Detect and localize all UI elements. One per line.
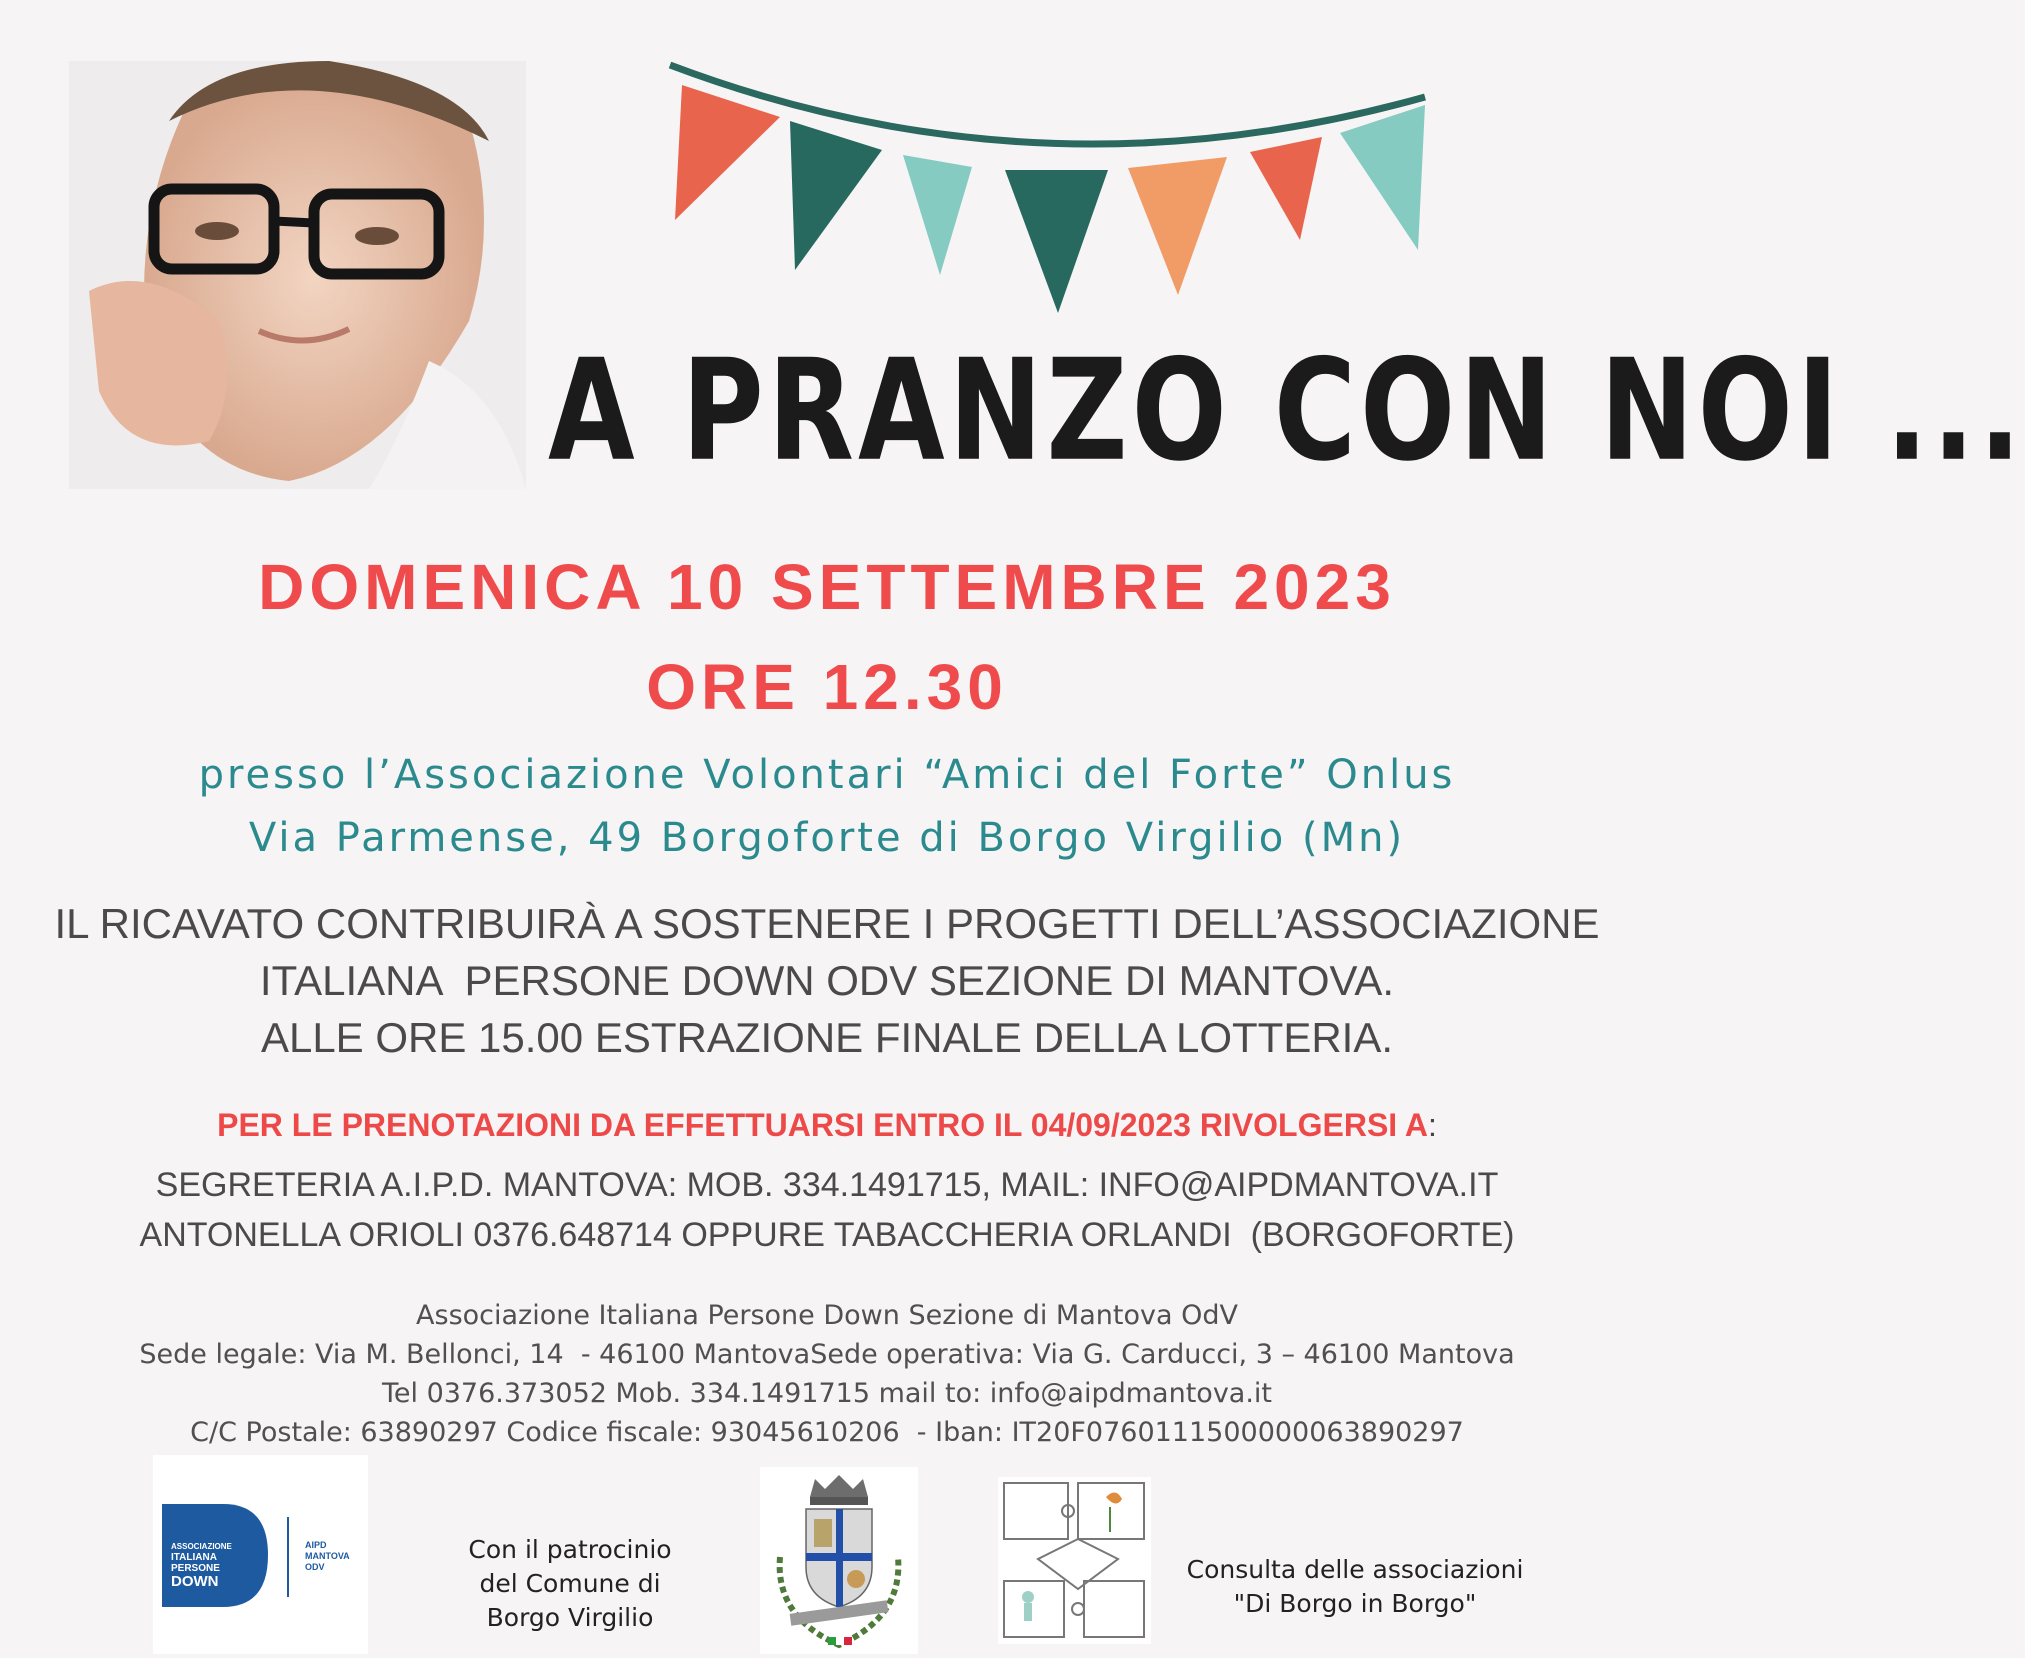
venue-line-1: presso l’Associazione Volontari “Amici del Forte” Onlus: [198, 752, 1456, 798]
description-line-2: ITALIANA PERSONE DOWN ODV SEZIONE DI MANTOVA.: [259, 957, 1395, 1004]
comune-coat-of-arms: [760, 1467, 918, 1654]
page-title: A PRANZO CON NOI ...: [548, 330, 2025, 493]
event-time: ORE 12.30: [646, 651, 1008, 723]
puzzle-icon: [998, 1477, 1151, 1644]
aipd-text-1: ASSOCIAZIONE: [171, 1542, 232, 1551]
footer-line-1: Associazione Italiana Persone Down Sezione di Mantova OdV: [416, 1300, 1238, 1331]
contact-line-2: ANTONELLA ORIOLI 0376.648714 OPPURE TABACCHERIA ORLANDI (BORGOFORTE): [139, 1216, 1515, 1254]
aipd-text-4: DOWN: [171, 1573, 219, 1590]
aipd-side-1: AIPD: [305, 1540, 327, 1550]
patrocinio-line-3: Borgo Virgilio: [486, 1603, 654, 1632]
booking-heading: [0, 1107, 1654, 1144]
booking-heading-text: PER LE PRENOTAZIONI DA EFFETTUARSI ENTRO IL 04/09/2023 RIVOLGERSI A: [217, 1107, 1428, 1143]
patrocinio-line-1: Con il patrocinio: [468, 1535, 672, 1564]
patrocinio-text: [440, 1533, 700, 1635]
description-line-1: IL RICAVATO CONTRIBUIRÀ A SOSTENERE I PROGETTI DELL’ASSOCIAZIONE: [54, 900, 1600, 947]
child-photo: [69, 61, 526, 489]
footer-line-3: Tel 0376.373052 Mob. 334.1491715 mail to: info@aipdmantova.it: [381, 1378, 1273, 1409]
aipd-text-2: ITALIANA: [171, 1552, 217, 1563]
coat-of-arms-icon: [760, 1467, 918, 1654]
venue-line-2: Via Parmense, 49 Borgoforte di Borgo Virgilio (Mn): [248, 815, 1406, 861]
borgoforte-solidale-logo: [998, 1477, 1151, 1644]
footer-line-2: Sede legale: Via M. Bellonci, 14 - 46100 MantovaSede operativa: Via G. Carducci, 3 – 46100 Mantova: [139, 1339, 1515, 1370]
footer-line-4: C/C Postale: 63890297 Codice fiscale: 93045610206 - Iban: IT20F0760111500000063890297: [190, 1417, 1464, 1448]
description-line-3: ALLE ORE 15.00 ESTRAZIONE FINALE DELLA LOTTERIA.: [260, 1014, 1394, 1061]
consulta-text: [1170, 1553, 1540, 1621]
patrocinio-line-2: del Comune di: [479, 1569, 661, 1598]
event-date: DOMENICA 10 SETTEMBRE 2023: [258, 551, 1396, 623]
aipd-text-3: PERSONE: [171, 1563, 220, 1574]
contact-line-1: SEGRETERIA A.I.P.D. MANTOVA: MOB. 334.1491715, MAIL: INFO@AIPDMANTOVA.IT: [155, 1166, 1499, 1204]
booking-colon: :: [1427, 1107, 1437, 1143]
aipd-logo: [153, 1455, 368, 1654]
aipd-side-3: ODV: [305, 1562, 325, 1572]
consulta-line-1: Consulta delle associazioni: [1186, 1555, 1524, 1584]
aipd-side-2: MANTOVA: [305, 1551, 350, 1561]
bunting-decoration: [660, 55, 1440, 325]
consulta-line-2: "Di Borgo in Borgo": [1233, 1589, 1477, 1618]
